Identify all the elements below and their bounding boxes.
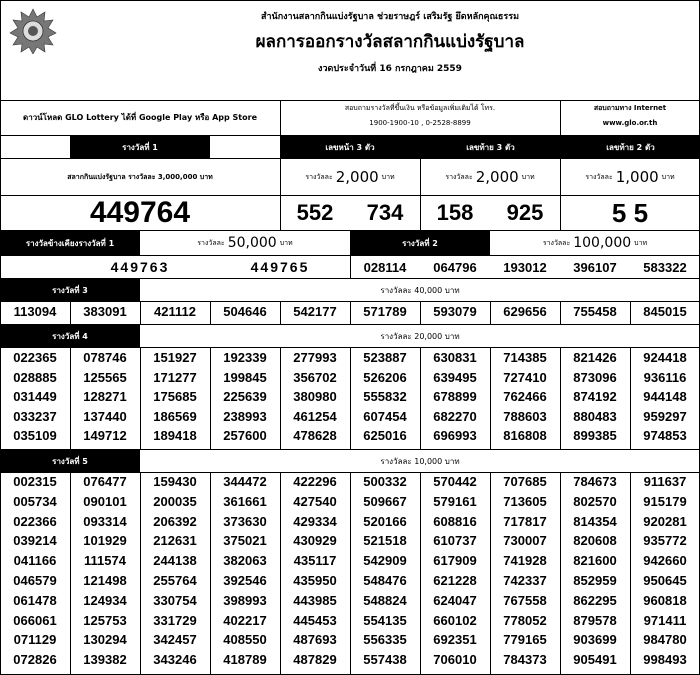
prize-number: 277993 xyxy=(293,350,337,365)
back2-label: เลขท้าย 2 ตัว xyxy=(561,136,700,158)
prize-number: 974853 xyxy=(643,428,687,444)
prize-number: 046579 xyxy=(13,573,57,588)
prize-number: 555832 xyxy=(363,389,407,405)
prize-number: 713605 xyxy=(503,493,547,509)
prize-number: 090101 xyxy=(83,493,127,509)
prize-number: 924418 xyxy=(643,350,687,365)
prize-number: 802570 xyxy=(573,493,617,509)
column-divider xyxy=(140,348,141,449)
amount-prefix: รางวัลละ xyxy=(542,238,571,247)
prize-number: 727410 xyxy=(503,369,547,385)
amount-suffix: บาท xyxy=(521,172,535,181)
amount-prefix: รางวัลละ xyxy=(585,172,613,181)
prize-number: 942660 xyxy=(643,553,687,569)
prize-number: 816808 xyxy=(503,428,547,444)
prize-number: 571789 xyxy=(363,304,407,319)
prize-number: 821426 xyxy=(573,350,617,365)
back3-number-1: 158 xyxy=(436,200,474,225)
amount-value: 2,000 xyxy=(475,168,519,186)
prize-number: 607454 xyxy=(363,408,407,424)
prize-number: 199845 xyxy=(223,369,267,385)
prize-number: 707685 xyxy=(503,474,547,489)
amount-prefix: รางวัลละ xyxy=(445,172,473,181)
second-prize-number: 028114 xyxy=(363,259,407,275)
prize-number: 557438 xyxy=(363,652,407,668)
fourth-prize-amount: รางวัลละ 20,000 บาท xyxy=(380,331,460,341)
amount-prefix: รางวัลละ xyxy=(305,172,333,181)
prize-number: 238993 xyxy=(223,408,267,424)
prize-number: 625016 xyxy=(363,428,407,444)
column-divider xyxy=(70,473,71,675)
prize-number: 035109 xyxy=(13,428,57,444)
prize-number: 375021 xyxy=(223,533,267,549)
first-prize-label: รางวัลที่ 1 xyxy=(70,136,210,158)
amount-value: 100,000 xyxy=(573,235,632,251)
office-slogan: สำนักงานสลากกินแบ่งรัฐบาล ช่วยราษฎร์ เสริมรัฐ ยึดหลักคุณธรรม xyxy=(261,12,519,22)
prize-number: 149712 xyxy=(83,428,127,444)
amount-prefix: รางวัลละ xyxy=(197,238,225,247)
prize-number: 137440 xyxy=(83,408,127,424)
prize-number: 630831 xyxy=(433,350,477,365)
prize-number: 500332 xyxy=(363,474,407,489)
second-prize-number: 064796 xyxy=(433,259,477,275)
column-divider xyxy=(140,473,141,675)
divider xyxy=(420,136,421,231)
prize-number: 742337 xyxy=(503,573,547,588)
prize-number: 903699 xyxy=(573,632,617,648)
prize-number: 624047 xyxy=(433,592,477,608)
column-divider xyxy=(350,302,351,324)
prize-number: 418789 xyxy=(223,652,267,668)
first-prize-amount: สลากกินแบ่งรัฐบาล รางวัลละ 3,000,000 บาท xyxy=(67,172,213,181)
prize-number: 343246 xyxy=(153,652,197,668)
prize-number: 821600 xyxy=(573,553,617,569)
prize-number: 682270 xyxy=(433,408,477,424)
prize-number: 113094 xyxy=(13,304,57,319)
prize-number: 192339 xyxy=(223,350,267,365)
call-center-phones: 1900-1900-10 , 0-2528-8899 xyxy=(369,119,471,127)
prize-number: 714385 xyxy=(503,350,547,365)
prize-number: 608816 xyxy=(433,513,477,529)
prize-number: 852959 xyxy=(573,573,617,588)
prize-number: 422296 xyxy=(293,474,337,489)
prize-number: 124934 xyxy=(83,592,127,608)
glo-emblem-icon xyxy=(8,8,58,54)
prize-number: 402217 xyxy=(223,612,267,628)
amount-suffix: บาท xyxy=(381,172,395,181)
near-first-amount xyxy=(140,231,350,255)
prize-number: 151927 xyxy=(153,350,197,365)
prize-number: 880483 xyxy=(573,408,617,424)
prize-number: 041166 xyxy=(13,553,57,569)
prize-number: 071129 xyxy=(13,632,57,648)
prize-number: 678899 xyxy=(433,389,477,405)
prize-number: 408550 xyxy=(223,632,267,648)
prize-number: 621228 xyxy=(433,573,477,588)
prize-number: 429334 xyxy=(293,513,337,529)
prize-number: 398993 xyxy=(223,592,267,608)
second-prize-number: 193012 xyxy=(503,259,547,275)
column-divider xyxy=(560,348,561,449)
prize-number: 061478 xyxy=(13,592,57,608)
prize-number: 730007 xyxy=(503,533,547,549)
prize-number: 421112 xyxy=(154,304,196,319)
prize-number: 706010 xyxy=(433,652,477,668)
column-divider xyxy=(280,473,281,675)
fifth-prize-amount: รางวัลละ 10,000 บาท xyxy=(380,456,460,466)
prize-number: 255764 xyxy=(153,573,197,588)
prize-number: 936116 xyxy=(643,369,687,385)
prize-number: 845015 xyxy=(643,304,687,319)
prize-number: 717817 xyxy=(503,513,547,529)
amount-value: 1,000 xyxy=(615,168,659,186)
prize-number: 206392 xyxy=(153,513,197,529)
internet-label: สอบถามทาง Internet xyxy=(593,103,667,112)
column-divider xyxy=(140,302,141,324)
prize-number: 331729 xyxy=(153,612,197,628)
prize-number: 033237 xyxy=(13,408,57,424)
prize-number: 741928 xyxy=(503,553,547,569)
column-divider xyxy=(560,473,561,675)
prize-number: 548476 xyxy=(363,573,407,588)
prize-number: 692351 xyxy=(433,632,477,648)
prize-number: 944148 xyxy=(643,389,687,405)
prize-number: 899385 xyxy=(573,428,617,444)
second-prize-number: 396107 xyxy=(573,259,617,275)
prize-number: 344472 xyxy=(223,474,267,489)
column-divider xyxy=(210,302,211,324)
prize-number: 111574 xyxy=(84,553,126,569)
prize-number: 820608 xyxy=(573,533,617,549)
prize-number: 639495 xyxy=(433,369,477,385)
column-divider xyxy=(70,302,71,324)
prize-number: 435950 xyxy=(293,573,337,588)
column-divider xyxy=(630,473,631,675)
prize-number: 778052 xyxy=(503,612,547,628)
prize-number: 076477 xyxy=(83,474,127,489)
column-divider xyxy=(280,302,281,324)
prize-number: 556335 xyxy=(363,632,407,648)
prize-number: 915179 xyxy=(643,493,687,509)
prize-number: 356702 xyxy=(293,369,337,385)
fifth-prize-label: รางวัลที่ 5 xyxy=(0,450,140,472)
prize-number: 554135 xyxy=(363,612,407,628)
back2-number: 5 5 xyxy=(611,197,649,228)
prize-number: 022366 xyxy=(13,513,57,529)
prize-number: 767558 xyxy=(503,592,547,608)
prize-number: 002315 xyxy=(13,474,57,489)
first-prize-number: 449764 xyxy=(89,196,191,229)
prize-number: 072826 xyxy=(13,652,57,668)
prize-number: 542177 xyxy=(293,304,337,319)
prize-number: 879578 xyxy=(573,612,617,628)
column-divider xyxy=(420,473,421,675)
prize-number: 779165 xyxy=(503,632,547,648)
prize-number: 461254 xyxy=(293,408,337,424)
prize-number: 125753 xyxy=(83,612,127,628)
front3-amount xyxy=(280,159,420,195)
prize-number: 212631 xyxy=(153,533,197,549)
prize-number: 548824 xyxy=(363,592,407,608)
prize-number: 330754 xyxy=(153,592,197,608)
prize-number: 380980 xyxy=(293,389,337,405)
prize-number: 382063 xyxy=(223,553,267,569)
prize-number: 660102 xyxy=(433,612,477,628)
prize-number: 093314 xyxy=(83,513,127,529)
prize-number: 610737 xyxy=(433,533,477,549)
prize-number: 031449 xyxy=(13,389,57,405)
prize-number: 383091 xyxy=(83,304,127,319)
prize-number: 121498 xyxy=(83,573,127,588)
back2-amount xyxy=(560,159,700,195)
prize-number: 617909 xyxy=(433,553,477,569)
prize-number: 935772 xyxy=(643,533,687,549)
prize-number: 950645 xyxy=(643,573,687,588)
fourth-prize-label: รางวัลที่ 4 xyxy=(0,325,140,347)
divider xyxy=(350,231,351,279)
back3-number-2: 925 xyxy=(506,200,544,225)
prize-number: 125565 xyxy=(83,369,127,385)
prize-number: 430929 xyxy=(293,533,337,549)
divider xyxy=(560,136,561,231)
column-divider xyxy=(210,348,211,449)
prize-number: 478628 xyxy=(293,428,337,444)
prize-number: 175685 xyxy=(153,389,197,405)
prize-number: 028885 xyxy=(13,369,57,385)
app-download-note: ดาวน์โหลด GLO Lottery ได้ที่ Google Play หรือ App Store xyxy=(23,113,257,122)
column-divider xyxy=(630,302,631,324)
column-divider xyxy=(350,348,351,449)
prize-number: 509667 xyxy=(363,493,407,509)
column-divider xyxy=(350,473,351,675)
prize-number: 971411 xyxy=(643,612,687,628)
prize-number: 139382 xyxy=(83,652,127,668)
divider xyxy=(280,136,281,231)
column-divider xyxy=(490,473,491,675)
third-prize-label: รางวัลที่ 3 xyxy=(0,279,140,301)
column-divider xyxy=(420,302,421,324)
amount-value: 50,000 xyxy=(227,235,277,251)
prize-number: 487829 xyxy=(293,652,337,668)
prize-number: 342457 xyxy=(153,632,197,648)
website-link[interactable]: www.glo.or.th xyxy=(602,119,658,127)
prize-number: 078746 xyxy=(83,350,127,365)
prize-number: 873096 xyxy=(573,369,617,385)
prize-number: 257600 xyxy=(223,428,267,444)
front3-number-1: 552 xyxy=(296,200,334,225)
prize-number: 159430 xyxy=(153,474,197,489)
prize-number: 755458 xyxy=(573,304,617,319)
call-center-label: สอบถามรางวัลที่ขึ้นเงิน หรือข้อมูลเพิ่มเติมได้ โทร. xyxy=(344,103,496,112)
second-prize-number: 583322 xyxy=(643,259,687,275)
amount-suffix: บาท xyxy=(279,238,293,247)
back3-label: เลขท้าย 3 ตัว xyxy=(421,136,560,158)
column-divider xyxy=(420,348,421,449)
prize-number: 920281 xyxy=(643,513,687,529)
prize-number: 814354 xyxy=(573,513,617,529)
prize-number: 200035 xyxy=(153,493,197,509)
page-title: ผลการออกรางวัลสลากกินแบ่งรัฐบาล xyxy=(255,31,525,52)
prize-number: 629656 xyxy=(503,304,547,319)
prize-number: 526206 xyxy=(363,369,407,385)
front3-number-2: 734 xyxy=(366,200,404,225)
prize-number: 862295 xyxy=(573,592,617,608)
near-first-number-2: 449765 xyxy=(250,259,310,275)
prize-number: 960818 xyxy=(643,592,687,608)
prize-number: 984780 xyxy=(643,632,687,648)
prize-number: 784373 xyxy=(503,652,547,668)
prize-number: 487693 xyxy=(293,632,337,648)
column-divider xyxy=(560,302,561,324)
prize-number: 373630 xyxy=(223,513,267,529)
prize-number: 361661 xyxy=(223,493,267,509)
prize-number: 762466 xyxy=(503,389,547,405)
prize-number: 504646 xyxy=(223,304,267,319)
second-prize-label: รางวัลที่ 2 xyxy=(350,231,490,255)
prize-number: 435117 xyxy=(293,553,337,569)
column-divider xyxy=(210,473,211,675)
amount-suffix: บาท xyxy=(634,238,648,247)
prize-number: 225639 xyxy=(223,389,267,405)
prize-number: 189418 xyxy=(153,428,197,444)
draw-date: งวดประจำวันที่ 16 กรกฎาคม 2559 xyxy=(318,64,462,74)
prize-number: 959297 xyxy=(643,408,687,424)
prize-number: 696993 xyxy=(433,428,477,444)
prize-number: 101929 xyxy=(83,533,127,549)
prize-number: 523887 xyxy=(363,350,407,365)
column-divider xyxy=(490,302,491,324)
prize-number: 905491 xyxy=(573,652,617,668)
prize-number: 443985 xyxy=(293,592,337,608)
column-divider xyxy=(490,348,491,449)
prize-number: 445453 xyxy=(293,612,337,628)
amount-suffix: บาท xyxy=(661,172,675,181)
prize-number: 128271 xyxy=(83,389,127,405)
near-first-number-1: 449763 xyxy=(110,259,170,275)
prize-number: 130294 xyxy=(83,632,127,648)
column-divider xyxy=(280,348,281,449)
column-divider xyxy=(630,348,631,449)
prize-number: 911637 xyxy=(643,474,687,489)
prize-number: 186569 xyxy=(153,408,197,424)
prize-number: 542909 xyxy=(363,553,407,569)
prize-number: 427540 xyxy=(293,493,337,509)
prize-number: 521518 xyxy=(363,533,407,549)
third-prize-amount: รางวัลละ 40,000 บาท xyxy=(380,285,460,295)
prize-number: 593079 xyxy=(433,304,477,319)
prize-number: 022365 xyxy=(13,350,57,365)
prize-number: 171277 xyxy=(153,369,197,385)
prize-number: 066061 xyxy=(13,612,57,628)
prize-number: 874192 xyxy=(573,389,617,405)
prize-number: 244138 xyxy=(153,553,197,569)
column-divider xyxy=(70,348,71,449)
prize-number: 570442 xyxy=(433,474,477,489)
amount-value: 2,000 xyxy=(335,168,379,186)
second-prize-amount xyxy=(490,231,700,255)
front3-label: เลขหน้า 3 ตัว xyxy=(280,136,420,158)
prize-number: 039214 xyxy=(13,533,57,549)
prize-number: 784673 xyxy=(573,474,617,489)
prize-number: 998493 xyxy=(643,652,687,668)
prize-number: 392546 xyxy=(223,573,267,588)
prize-number: 579161 xyxy=(433,493,477,509)
near-first-label: รางวัลข้างเคียงรางวัลที่ 1 xyxy=(0,231,140,255)
prize-number: 520166 xyxy=(363,513,407,529)
prize-number: 788603 xyxy=(503,408,547,424)
prize-number: 005734 xyxy=(13,493,57,509)
back3-amount xyxy=(420,159,560,195)
